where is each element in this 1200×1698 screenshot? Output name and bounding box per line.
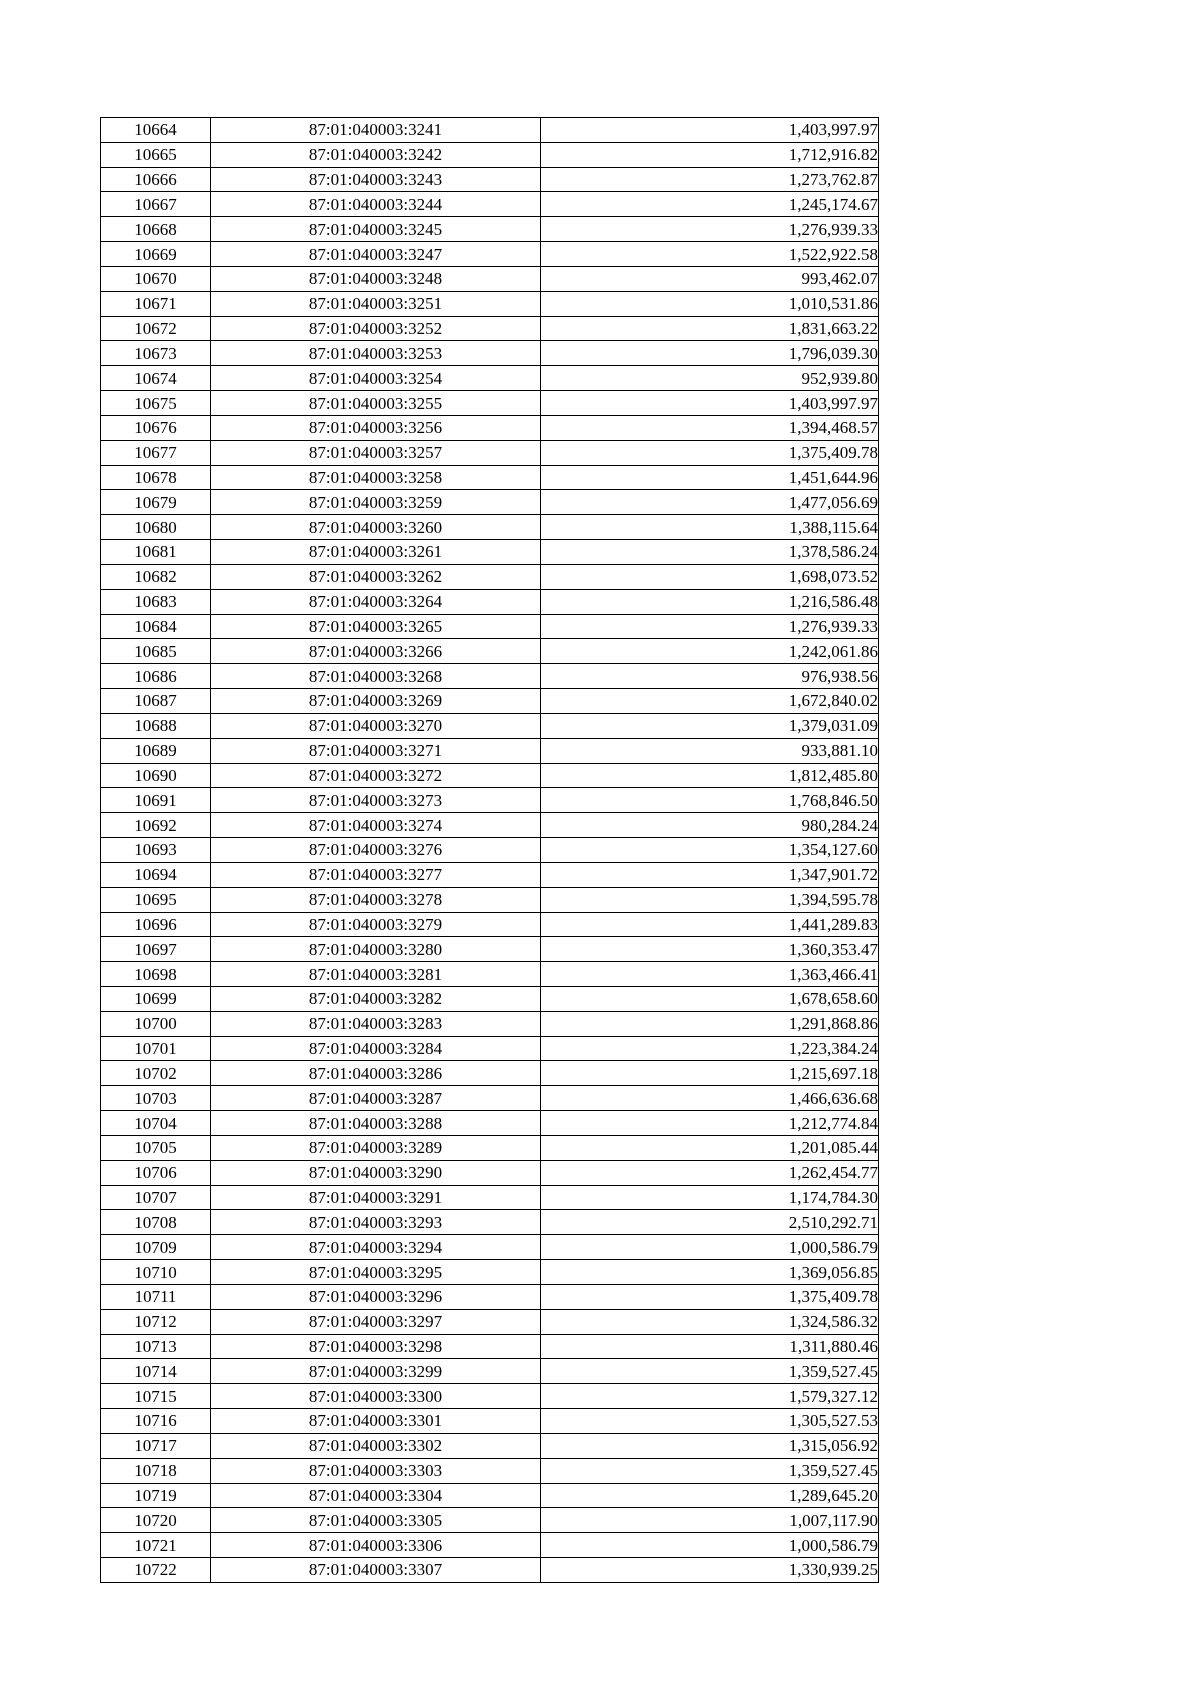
row-number-cell: 10697 [101, 937, 211, 962]
table-row [101, 1210, 879, 1235]
cadastral-number-cell: 87:01:040003:3253 [211, 341, 541, 366]
row-number-cell: 10691 [101, 788, 211, 813]
cadastral-value-cell: 1,359,527.45 [541, 1458, 879, 1483]
cadastral-value-cell: 1,379,031.09 [541, 713, 879, 738]
cadastral-value-cell: 1,276,939.33 [541, 614, 879, 639]
table-row [101, 1260, 879, 1285]
cadastral-number-cell: 87:01:040003:3251 [211, 291, 541, 316]
cadastral-number-cell: 87:01:040003:3256 [211, 415, 541, 440]
table-row [101, 937, 879, 962]
cadastral-value-cell: 976,938.56 [541, 664, 879, 689]
cadastral-value-cell: 1,403,997.97 [541, 118, 879, 143]
row-number-cell: 10706 [101, 1160, 211, 1185]
table-row [101, 341, 879, 366]
cadastral-number-cell: 87:01:040003:3287 [211, 1086, 541, 1111]
table-row [101, 1409, 879, 1434]
cadastral-value-cell: 1,796,039.30 [541, 341, 879, 366]
table-row [101, 1533, 879, 1558]
cadastral-number-cell: 87:01:040003:3278 [211, 887, 541, 912]
table-row [101, 366, 879, 391]
row-number-cell: 10685 [101, 639, 211, 664]
cadastral-number-cell: 87:01:040003:3262 [211, 564, 541, 589]
cadastral-value-cell: 1,359,527.45 [541, 1359, 879, 1384]
cadastral-number-cell: 87:01:040003:3299 [211, 1359, 541, 1384]
table-row [101, 986, 879, 1011]
row-number-cell: 10699 [101, 986, 211, 1011]
cadastral-number-cell: 87:01:040003:3241 [211, 118, 541, 143]
table-row [101, 1558, 879, 1583]
cadastral-value-table [100, 117, 879, 1583]
cadastral-value-cell: 1,273,762.87 [541, 167, 879, 192]
table-row [101, 564, 879, 589]
cadastral-value-cell: 1,347,901.72 [541, 862, 879, 887]
cadastral-number-cell: 87:01:040003:3261 [211, 540, 541, 565]
cadastral-number-cell: 87:01:040003:3306 [211, 1533, 541, 1558]
cadastral-value-cell: 1,394,468.57 [541, 415, 879, 440]
cadastral-number-cell: 87:01:040003:3269 [211, 689, 541, 714]
cadastral-number-cell: 87:01:040003:3291 [211, 1185, 541, 1210]
cadastral-value-cell: 1,223,384.24 [541, 1036, 879, 1061]
table-row [101, 316, 879, 341]
cadastral-number-cell: 87:01:040003:3279 [211, 912, 541, 937]
cadastral-number-cell: 87:01:040003:3281 [211, 962, 541, 987]
table-row [101, 1011, 879, 1036]
cadastral-value-cell: 1,378,586.24 [541, 540, 879, 565]
row-number-cell: 10710 [101, 1260, 211, 1285]
cadastral-value-cell: 1,388,115.64 [541, 515, 879, 540]
row-number-cell: 10666 [101, 167, 211, 192]
row-number-cell: 10701 [101, 1036, 211, 1061]
cadastral-value-cell: 1,354,127.60 [541, 838, 879, 863]
cadastral-number-cell: 87:01:040003:3301 [211, 1409, 541, 1434]
cadastral-number-cell: 87:01:040003:3302 [211, 1433, 541, 1458]
table-row [101, 912, 879, 937]
table-row [101, 540, 879, 565]
cadastral-number-cell: 87:01:040003:3243 [211, 167, 541, 192]
cadastral-value-cell: 1,698,073.52 [541, 564, 879, 589]
row-number-cell: 10721 [101, 1533, 211, 1558]
row-number-cell: 10675 [101, 391, 211, 416]
table-row [101, 1135, 879, 1160]
table-row [101, 1433, 879, 1458]
cadastral-value-cell: 1,305,527.53 [541, 1409, 879, 1434]
row-number-cell: 10708 [101, 1210, 211, 1235]
row-number-cell: 10670 [101, 266, 211, 291]
cadastral-number-cell: 87:01:040003:3268 [211, 664, 541, 689]
table-row [101, 1483, 879, 1508]
cadastral-value-cell: 1,324,586.32 [541, 1309, 879, 1334]
table-row [101, 266, 879, 291]
cadastral-number-cell: 87:01:040003:3284 [211, 1036, 541, 1061]
cadastral-number-cell: 87:01:040003:3297 [211, 1309, 541, 1334]
table-row [101, 1284, 879, 1309]
cadastral-value-cell: 1,403,997.97 [541, 391, 879, 416]
row-number-cell: 10664 [101, 118, 211, 143]
row-number-cell: 10680 [101, 515, 211, 540]
cadastral-value-cell: 1,451,644.96 [541, 465, 879, 490]
cadastral-number-cell: 87:01:040003:3289 [211, 1135, 541, 1160]
cadastral-value-cell: 1,212,774.84 [541, 1111, 879, 1136]
row-number-cell: 10712 [101, 1309, 211, 1334]
table-row [101, 1235, 879, 1260]
cadastral-number-cell: 87:01:040003:3270 [211, 713, 541, 738]
row-number-cell: 10722 [101, 1558, 211, 1583]
row-number-cell: 10687 [101, 689, 211, 714]
cadastral-number-cell: 87:01:040003:3296 [211, 1284, 541, 1309]
table-row [101, 713, 879, 738]
table-row [101, 887, 879, 912]
cadastral-number-cell: 87:01:040003:3304 [211, 1483, 541, 1508]
cadastral-value-cell: 1,215,697.18 [541, 1061, 879, 1086]
cadastral-number-cell: 87:01:040003:3294 [211, 1235, 541, 1260]
row-number-cell: 10677 [101, 440, 211, 465]
cadastral-value-cell: 1,007,117.90 [541, 1508, 879, 1533]
row-number-cell: 10703 [101, 1086, 211, 1111]
row-number-cell: 10683 [101, 589, 211, 614]
table-row [101, 440, 879, 465]
cadastral-value-cell: 1,245,174.67 [541, 192, 879, 217]
table-row [101, 465, 879, 490]
cadastral-number-cell: 87:01:040003:3255 [211, 391, 541, 416]
cadastral-number-cell: 87:01:040003:3252 [211, 316, 541, 341]
cadastral-number-cell: 87:01:040003:3305 [211, 1508, 541, 1533]
cadastral-number-cell: 87:01:040003:3295 [211, 1260, 541, 1285]
cadastral-value-cell: 1,441,289.83 [541, 912, 879, 937]
cadastral-value-cell: 1,000,586.79 [541, 1533, 879, 1558]
cadastral-value-cell: 1,522,922.58 [541, 242, 879, 267]
cadastral-number-cell: 87:01:040003:3277 [211, 862, 541, 887]
cadastral-number-cell: 87:01:040003:3242 [211, 142, 541, 167]
table-row [101, 614, 879, 639]
row-number-cell: 10676 [101, 415, 211, 440]
cadastral-number-cell: 87:01:040003:3258 [211, 465, 541, 490]
row-number-cell: 10678 [101, 465, 211, 490]
table-row [101, 167, 879, 192]
table-row [101, 1458, 879, 1483]
table-row [101, 1111, 879, 1136]
cadastral-value-cell: 1,579,327.12 [541, 1384, 879, 1409]
table-row [101, 142, 879, 167]
row-number-cell: 10696 [101, 912, 211, 937]
row-number-cell: 10679 [101, 490, 211, 515]
cadastral-value-cell: 1,375,409.78 [541, 1284, 879, 1309]
cadastral-number-cell: 87:01:040003:3245 [211, 217, 541, 242]
row-number-cell: 10715 [101, 1384, 211, 1409]
cadastral-number-cell: 87:01:040003:3293 [211, 1210, 541, 1235]
table-row [101, 391, 879, 416]
cadastral-number-cell: 87:01:040003:3247 [211, 242, 541, 267]
cadastral-number-cell: 87:01:040003:3272 [211, 763, 541, 788]
cadastral-value-cell: 980,284.24 [541, 813, 879, 838]
cadastral-value-cell: 1,291,868.86 [541, 1011, 879, 1036]
cadastral-value-cell: 1,812,485.80 [541, 763, 879, 788]
row-number-cell: 10719 [101, 1483, 211, 1508]
table-row [101, 1160, 879, 1185]
cadastral-number-cell: 87:01:040003:3283 [211, 1011, 541, 1036]
table-row [101, 763, 879, 788]
row-number-cell: 10716 [101, 1409, 211, 1434]
cadastral-value-cell: 1,375,409.78 [541, 440, 879, 465]
cadastral-number-cell: 87:01:040003:3259 [211, 490, 541, 515]
cadastral-value-cell: 1,262,454.77 [541, 1160, 879, 1185]
table-row [101, 490, 879, 515]
row-number-cell: 10684 [101, 614, 211, 639]
cadastral-value-cell: 1,010,531.86 [541, 291, 879, 316]
cadastral-value-cell: 1,768,846.50 [541, 788, 879, 813]
cadastral-number-cell: 87:01:040003:3257 [211, 440, 541, 465]
cadastral-number-cell: 87:01:040003:3290 [211, 1160, 541, 1185]
table-row [101, 838, 879, 863]
row-number-cell: 10694 [101, 862, 211, 887]
row-number-cell: 10669 [101, 242, 211, 267]
row-number-cell: 10671 [101, 291, 211, 316]
table-row [101, 1508, 879, 1533]
table-body [101, 118, 879, 1583]
row-number-cell: 10672 [101, 316, 211, 341]
cadastral-value-cell: 1,201,085.44 [541, 1135, 879, 1160]
table-row [101, 217, 879, 242]
table-row [101, 813, 879, 838]
cadastral-value-cell: 1,831,663.22 [541, 316, 879, 341]
table-row [101, 242, 879, 267]
cadastral-value-cell: 1,330,939.25 [541, 1558, 879, 1583]
cadastral-number-cell: 87:01:040003:3286 [211, 1061, 541, 1086]
table-row [101, 515, 879, 540]
row-number-cell: 10668 [101, 217, 211, 242]
cadastral-number-cell: 87:01:040003:3276 [211, 838, 541, 863]
row-number-cell: 10717 [101, 1433, 211, 1458]
cadastral-number-cell: 87:01:040003:3282 [211, 986, 541, 1011]
table-row [101, 689, 879, 714]
row-number-cell: 10707 [101, 1185, 211, 1210]
row-number-cell: 10688 [101, 713, 211, 738]
cadastral-number-cell: 87:01:040003:3273 [211, 788, 541, 813]
row-number-cell: 10702 [101, 1061, 211, 1086]
cadastral-value-cell: 1,174,784.30 [541, 1185, 879, 1210]
row-number-cell: 10714 [101, 1359, 211, 1384]
cadastral-number-cell: 87:01:040003:3298 [211, 1334, 541, 1359]
row-number-cell: 10667 [101, 192, 211, 217]
row-number-cell: 10709 [101, 1235, 211, 1260]
cadastral-number-cell: 87:01:040003:3288 [211, 1111, 541, 1136]
cadastral-number-cell: 87:01:040003:3260 [211, 515, 541, 540]
cadastral-value-cell: 1,311,880.46 [541, 1334, 879, 1359]
row-number-cell: 10689 [101, 738, 211, 763]
cadastral-number-cell: 87:01:040003:3300 [211, 1384, 541, 1409]
table-row [101, 192, 879, 217]
table-row [101, 1359, 879, 1384]
table-row [101, 1334, 879, 1359]
row-number-cell: 10665 [101, 142, 211, 167]
table-row [101, 291, 879, 316]
row-number-cell: 10693 [101, 838, 211, 863]
cadastral-value-cell: 1,394,595.78 [541, 887, 879, 912]
table-row [101, 1309, 879, 1334]
cadastral-number-cell: 87:01:040003:3274 [211, 813, 541, 838]
table-row [101, 962, 879, 987]
cadastral-value-cell: 1,678,658.60 [541, 986, 879, 1011]
cadastral-value-cell: 1,477,056.69 [541, 490, 879, 515]
table-row [101, 1185, 879, 1210]
row-number-cell: 10695 [101, 887, 211, 912]
table-row [101, 738, 879, 763]
cadastral-value-cell: 933,881.10 [541, 738, 879, 763]
row-number-cell: 10704 [101, 1111, 211, 1136]
table-row [101, 118, 879, 143]
cadastral-value-cell: 1,466,636.68 [541, 1086, 879, 1111]
cadastral-value-cell: 1,315,056.92 [541, 1433, 879, 1458]
table-row [101, 1086, 879, 1111]
row-number-cell: 10690 [101, 763, 211, 788]
cadastral-number-cell: 87:01:040003:3248 [211, 266, 541, 291]
row-number-cell: 10720 [101, 1508, 211, 1533]
cadastral-number-cell: 87:01:040003:3265 [211, 614, 541, 639]
cadastral-value-cell: 1,242,061.86 [541, 639, 879, 664]
cadastral-value-cell: 1,276,939.33 [541, 217, 879, 242]
row-number-cell: 10711 [101, 1284, 211, 1309]
cadastral-number-cell: 87:01:040003:3266 [211, 639, 541, 664]
table-row [101, 1036, 879, 1061]
cadastral-value-cell: 993,462.07 [541, 266, 879, 291]
cadastral-number-cell: 87:01:040003:3280 [211, 937, 541, 962]
cadastral-value-cell: 1,369,056.85 [541, 1260, 879, 1285]
cadastral-number-cell: 87:01:040003:3254 [211, 366, 541, 391]
cadastral-number-cell: 87:01:040003:3264 [211, 589, 541, 614]
table-row [101, 1061, 879, 1086]
table-row [101, 788, 879, 813]
table-row [101, 415, 879, 440]
row-number-cell: 10698 [101, 962, 211, 987]
row-number-cell: 10700 [101, 1011, 211, 1036]
table-row [101, 664, 879, 689]
row-number-cell: 10681 [101, 540, 211, 565]
row-number-cell: 10682 [101, 564, 211, 589]
cadastral-number-cell: 87:01:040003:3303 [211, 1458, 541, 1483]
row-number-cell: 10713 [101, 1334, 211, 1359]
cadastral-number-cell: 87:01:040003:3307 [211, 1558, 541, 1583]
table-row [101, 862, 879, 887]
cadastral-value-cell: 1,360,353.47 [541, 937, 879, 962]
cadastral-value-cell: 1,712,916.82 [541, 142, 879, 167]
cadastral-value-cell: 1,363,466.41 [541, 962, 879, 987]
cadastral-value-cell: 2,510,292.71 [541, 1210, 879, 1235]
cadastral-value-cell: 1,000,586.79 [541, 1235, 879, 1260]
cadastral-value-cell: 1,289,645.20 [541, 1483, 879, 1508]
row-number-cell: 10692 [101, 813, 211, 838]
row-number-cell: 10673 [101, 341, 211, 366]
row-number-cell: 10705 [101, 1135, 211, 1160]
table-row [101, 639, 879, 664]
cadastral-number-cell: 87:01:040003:3244 [211, 192, 541, 217]
cadastral-value-cell: 952,939.80 [541, 366, 879, 391]
row-number-cell: 10686 [101, 664, 211, 689]
cadastral-value-cell: 1,672,840.02 [541, 689, 879, 714]
cadastral-number-cell: 87:01:040003:3271 [211, 738, 541, 763]
row-number-cell: 10718 [101, 1458, 211, 1483]
row-number-cell: 10674 [101, 366, 211, 391]
table-row [101, 589, 879, 614]
cadastral-value-cell: 1,216,586.48 [541, 589, 879, 614]
table-row [101, 1384, 879, 1409]
